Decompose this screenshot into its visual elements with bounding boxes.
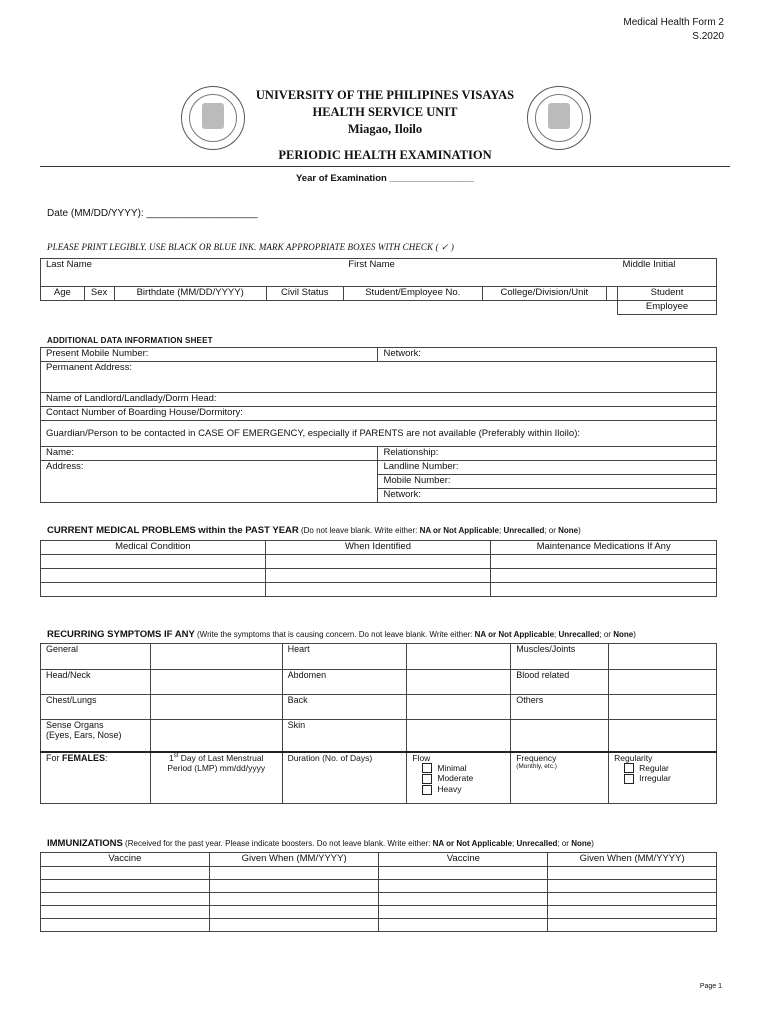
col-when-identified: When Identified <box>265 541 491 555</box>
birthdate-field[interactable]: Birthdate (MM/DD/YYYY) <box>114 287 266 301</box>
employee-option[interactable]: Employee <box>618 301 717 315</box>
col-vaccine-2: Vaccine <box>379 853 548 867</box>
flow-moderate[interactable] <box>422 773 505 784</box>
checkbox-icon[interactable] <box>422 785 432 795</box>
table-cell[interactable] <box>548 919 717 932</box>
institution-line3: Miagao, Iloilo <box>347 122 423 136</box>
table-cell[interactable] <box>548 880 717 893</box>
sy-na: NA or Not Applicable <box>474 630 555 639</box>
mp-note-1: (Do not leave blank. Write either: <box>298 526 420 535</box>
col-vaccine-1: Vaccine <box>41 853 210 867</box>
chest-field[interactable] <box>150 695 282 720</box>
blood-field[interactable] <box>609 670 717 695</box>
flow-minimal-label: Minimal <box>437 762 467 773</box>
network-2-field[interactable]: Network: <box>383 489 421 500</box>
age-field[interactable]: Age <box>41 287 85 301</box>
skin-field[interactable] <box>407 720 511 752</box>
middle-initial-label: Middle Initial <box>622 259 676 270</box>
sy-note-1: (Write the symptoms that is causing concern. Do not leave blank. Write either: <box>194 630 475 639</box>
muscles-label: Muscles/Joints <box>511 644 609 670</box>
skin-label: Skin <box>282 720 407 752</box>
table-row <box>41 919 717 932</box>
institution-line2: HEALTH SERVICE UNIT <box>312 105 458 119</box>
symptoms-table <box>40 643 717 804</box>
immunizations-table <box>40 852 717 932</box>
symptoms-title-bold: RECURRING SYMPTOMS IF ANY <box>47 629 195 640</box>
table-cell[interactable] <box>209 893 379 906</box>
table-cell[interactable] <box>41 569 266 583</box>
table-row <box>41 906 717 919</box>
personal-info-table <box>40 258 717 315</box>
relationship-field[interactable]: Relationship: <box>378 447 717 461</box>
col-medical-condition: Medical Condition <box>41 541 266 555</box>
for-females-label <box>41 752 151 804</box>
regular-label: Regular <box>639 762 669 773</box>
year-of-examination[interactable]: Year of Examination ________________ <box>296 173 474 184</box>
others-field[interactable] <box>609 695 717 720</box>
medical-problems-note <box>299 526 581 535</box>
abdomen-field[interactable] <box>407 670 511 695</box>
back-label: Back <box>282 695 407 720</box>
head-field[interactable] <box>150 670 282 695</box>
for-females-pre: For <box>46 752 63 763</box>
sense-organs-line1: Sense Organs <box>46 720 104 730</box>
flow-minimal[interactable] <box>422 763 505 774</box>
sense-organs-label <box>41 720 151 752</box>
civil-status-field[interactable]: Civil Status <box>266 287 343 301</box>
sy-close: ) <box>633 630 636 639</box>
im-note-1: (Received for the past year. Please indicate boosters. Do not leave blank. Write either: <box>122 839 433 848</box>
lmp-line2: Period (LMP) mm/dd/yyyy <box>167 762 266 773</box>
frequency-note: (Monthly, etc.) <box>516 762 557 770</box>
immunizations-note <box>123 839 594 848</box>
flow-label: Flow <box>412 752 431 763</box>
table-cell[interactable] <box>548 906 717 919</box>
lmp-line1-b: Day of Last Menstrual <box>178 752 264 763</box>
irregular-label: Irregular <box>639 773 671 784</box>
additional-data-table <box>40 347 717 503</box>
lmp-line1 <box>156 753 277 763</box>
medical-problems-title-bold: CURRENT MEDICAL PROBLEMS within the PAST YEAR <box>47 525 299 536</box>
table-cell[interactable] <box>379 906 548 919</box>
medical-problems-title <box>47 525 581 536</box>
col-given-when-2: Given When (MM/YYYY) <box>548 853 717 867</box>
table-cell[interactable] <box>491 555 717 569</box>
institution-title <box>0 87 770 138</box>
general-field[interactable] <box>150 644 282 670</box>
exam-title: PERIODIC HEALTH EXAMINATION <box>278 148 492 162</box>
instructions: PLEASE PRINT LEGIBLY. USE BLACK OR BLUE INK. MARK APPROPRIATE BOXES WITH CHECK ( ✓ ) <box>47 242 455 252</box>
lmp-field[interactable] <box>150 752 282 804</box>
first-name-label: First Name <box>348 259 395 270</box>
landlord-field[interactable]: Name of Landlord/Landlady/Dorm Head: <box>41 393 717 407</box>
form-id <box>623 16 724 44</box>
symptoms-title <box>47 629 636 640</box>
institution-line1: UNIVERSITY OF THE PHILIPINES VISAYAS <box>255 88 515 102</box>
flow-moderate-label: Moderate <box>437 773 474 784</box>
back-field[interactable] <box>407 695 511 720</box>
regularity-group <box>609 752 717 804</box>
guardian-name-field[interactable]: Name: <box>41 447 378 461</box>
mp-sep: ; <box>498 526 504 535</box>
sex-field[interactable]: Sex <box>84 287 114 301</box>
im-sep: ; <box>512 839 517 848</box>
table-cell[interactable] <box>265 583 491 597</box>
head-label: Head/Neck <box>41 670 151 695</box>
table-cell[interactable] <box>379 919 548 932</box>
heart-label: Heart <box>282 644 407 670</box>
others-label: Others <box>511 695 609 720</box>
regularity-regular[interactable] <box>624 763 711 774</box>
frequency-label: Frequency <box>516 752 557 763</box>
for-females-bold: FEMALES <box>62 752 106 763</box>
title-divider <box>40 166 730 167</box>
table-cell[interactable] <box>209 880 379 893</box>
sy-sep: ; <box>554 630 559 639</box>
regularity-label: Regularity <box>614 752 653 763</box>
blank-row <box>41 301 618 315</box>
for-females-post: : <box>105 752 108 763</box>
form-name: Medical Health Form 2 <box>623 17 724 28</box>
table-cell[interactable] <box>41 919 210 932</box>
last-name-field[interactable] <box>41 259 344 287</box>
table-row <box>41 555 717 569</box>
im-unrecalled: Unrecalled <box>516 839 558 848</box>
flow-heavy[interactable] <box>422 784 505 795</box>
mp-or: ; or <box>544 526 559 535</box>
last-name-label: Last Name <box>46 259 92 270</box>
medical-problems-table <box>40 540 717 597</box>
student-no-field[interactable]: Student/Employee No. <box>343 287 482 301</box>
blank-cell <box>607 287 618 301</box>
table-row <box>41 893 717 906</box>
date-field[interactable]: Date (MM/DD/YYYY): ____________________ <box>47 208 258 219</box>
lmp-line1-sup: st <box>173 752 179 759</box>
landline-field[interactable]: Landline Number: <box>378 461 716 475</box>
mp-na: NA or Not Applicable <box>419 526 499 535</box>
page-number: Page 1 <box>699 983 722 990</box>
im-or: ; or <box>557 839 572 848</box>
guardian-address-field[interactable]: Address: <box>41 461 378 503</box>
checkbox-icon[interactable] <box>422 774 432 784</box>
table-row <box>41 867 717 880</box>
table-cell[interactable] <box>379 893 548 906</box>
table-cell[interactable] <box>548 893 717 906</box>
col-maintenance-meds: Maintenance Medications If Any <box>491 541 717 555</box>
mobile-number-field[interactable]: Present Mobile Number: <box>41 348 378 362</box>
lmp-line1-a: 1 <box>169 752 174 763</box>
heart-field[interactable] <box>407 644 511 670</box>
sense-organs-field[interactable] <box>150 720 282 752</box>
muscles-field[interactable] <box>609 644 717 670</box>
table-cell[interactable] <box>265 569 491 583</box>
table-cell[interactable] <box>548 867 717 880</box>
checkbox-icon[interactable] <box>624 774 634 784</box>
sy-unrecalled: Unrecalled <box>558 630 600 639</box>
col-given-when-1: Given When (MM/YYYY) <box>209 853 379 867</box>
im-none: None <box>571 839 592 848</box>
frequency-field[interactable] <box>511 752 609 804</box>
boarding-contact-field[interactable]: Contact Number of Boarding House/Dormitory: <box>41 407 717 421</box>
table-cell[interactable] <box>41 906 210 919</box>
chest-label: Chest/Lungs <box>41 695 151 720</box>
table-cell[interactable] <box>41 867 210 880</box>
flow-heavy-label: Heavy <box>437 784 462 794</box>
sense-organs-line2: (Eyes, Ears, Nose) <box>46 730 122 740</box>
guardian-contact-cell <box>378 461 717 503</box>
additional-data-heading: ADDITIONAL DATA INFORMATION SHEET <box>47 336 213 345</box>
mobile-number-2-field[interactable]: Mobile Number: <box>378 475 716 489</box>
table-cell[interactable] <box>265 555 491 569</box>
table-cell[interactable] <box>209 919 379 932</box>
table-cell[interactable] <box>379 880 548 893</box>
table-row <box>41 880 717 893</box>
student-option[interactable]: Student <box>618 287 717 301</box>
empty-cell <box>511 720 609 752</box>
table-cell[interactable] <box>491 569 717 583</box>
table-row <box>41 569 717 583</box>
symptoms-note <box>195 630 636 639</box>
college-field[interactable]: College/Division/Unit <box>482 287 606 301</box>
regularity-irregular[interactable] <box>624 773 711 784</box>
first-name-field[interactable] <box>343 259 617 287</box>
immunizations-title <box>47 838 594 849</box>
table-cell[interactable] <box>41 583 266 597</box>
middle-initial-field[interactable] <box>618 259 717 287</box>
mp-close: ) <box>578 526 581 535</box>
table-row <box>41 583 717 597</box>
sy-or: ; or <box>599 630 614 639</box>
immunizations-title-bold: IMMUNIZATIONS <box>47 838 123 849</box>
network-field[interactable]: Network: <box>378 348 717 362</box>
general-label: General <box>41 644 151 670</box>
mp-none: None <box>558 526 579 535</box>
table-cell[interactable] <box>41 880 210 893</box>
mp-unrecalled: Unrecalled <box>503 526 545 535</box>
flow-group <box>407 752 511 804</box>
form-series: S.2020 <box>692 31 724 42</box>
checkbox-icon[interactable] <box>422 763 432 773</box>
duration-field[interactable]: Duration (No. of Days) <box>282 752 407 804</box>
sy-none: None <box>613 630 634 639</box>
table-cell[interactable] <box>209 906 379 919</box>
table-cell[interactable] <box>379 867 548 880</box>
empty-cell <box>609 720 717 752</box>
im-na: NA or Not Applicable <box>432 839 513 848</box>
permanent-address-field[interactable]: Permanent Address: <box>41 362 717 393</box>
table-cell[interactable] <box>491 583 717 597</box>
guardian-note: Guardian/Person to be contacted in CASE OF EMERGENCY, especially if PARENTS are not available (Preferably within Iloilo): <box>41 421 717 447</box>
checkbox-icon[interactable] <box>624 763 634 773</box>
blood-label: Blood related <box>511 670 609 695</box>
table-cell[interactable] <box>41 893 210 906</box>
table-cell[interactable] <box>41 555 266 569</box>
im-close: ) <box>591 839 594 848</box>
table-cell[interactable] <box>209 867 379 880</box>
abdomen-label: Abdomen <box>282 670 407 695</box>
